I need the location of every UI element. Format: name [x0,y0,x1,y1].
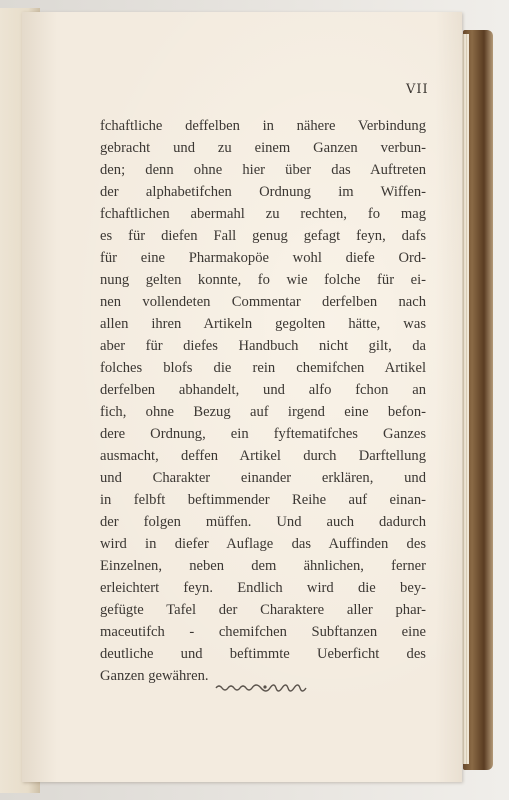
text-line: Einzelnen, neben dem ähnlichen, ferner [100,558,426,574]
text-line: fchaftliche deffelben in nähere Verbindung [100,118,426,134]
text-line: nung gelten konnte, fo wie folche für ei- [100,272,426,288]
text-line: nen vollendeten Commentar derfelben nach [100,294,426,310]
text-line: Ganzen gewähren. [100,668,209,684]
text-line: in felbft beftimmender Reihe auf einan- [100,492,426,508]
text-line: aber für diefes Handbuch nicht gilt, da [100,338,426,354]
text-line: gefügte Tafel der Charaktere aller phar- [100,602,426,618]
text-line: erleichtert feyn. Endlich wird die bey- [100,580,426,596]
book-page [22,12,462,782]
text-line: der folgen müffen. Und auch dadurch [100,514,426,530]
ornament-rule [214,680,316,694]
text-line: für eine Pharmakopöe wohl diefe Ord- [100,250,426,266]
text-line: derfelben abhandelt, und alfo fchon an [100,382,426,398]
text-line: der alphabetifchen Ordnung im Wiffen- [100,184,426,200]
text-line: maceutifch - chemifchen Subftanzen eine [100,624,426,640]
text-line: deutliche und beftimmte Ueberficht des [100,646,426,662]
text-line: und Charakter einander erklären, und [100,470,426,486]
text-line: ausmacht, deffen Artikel durch Darftellung [100,448,426,464]
body-text [100,115,426,687]
text-line: folches blofs die rein chemifchen Artikel [100,360,426,376]
text-line: fich, ohne Bezug auf irgend eine befon- [100,404,426,420]
text-line: dere Ordnung, ein fyftematifches Ganzes [100,426,426,442]
text-line: allen ihren Artikeln gegolten hätte, was [100,316,426,332]
page-number: VII [406,82,429,97]
text-line: den; denn ohne hier über das Auftreten [100,162,426,178]
text-line: fchaftlichen abermahl zu rechten, fo mag [100,206,426,222]
text-line: wird in diefer Auflage das Auffinden des [100,536,426,552]
text-line: gebracht und zu einem Ganzen verbun- [100,140,426,156]
text-line: es für diefen Fall genug gefagt feyn, dafs [100,228,426,244]
